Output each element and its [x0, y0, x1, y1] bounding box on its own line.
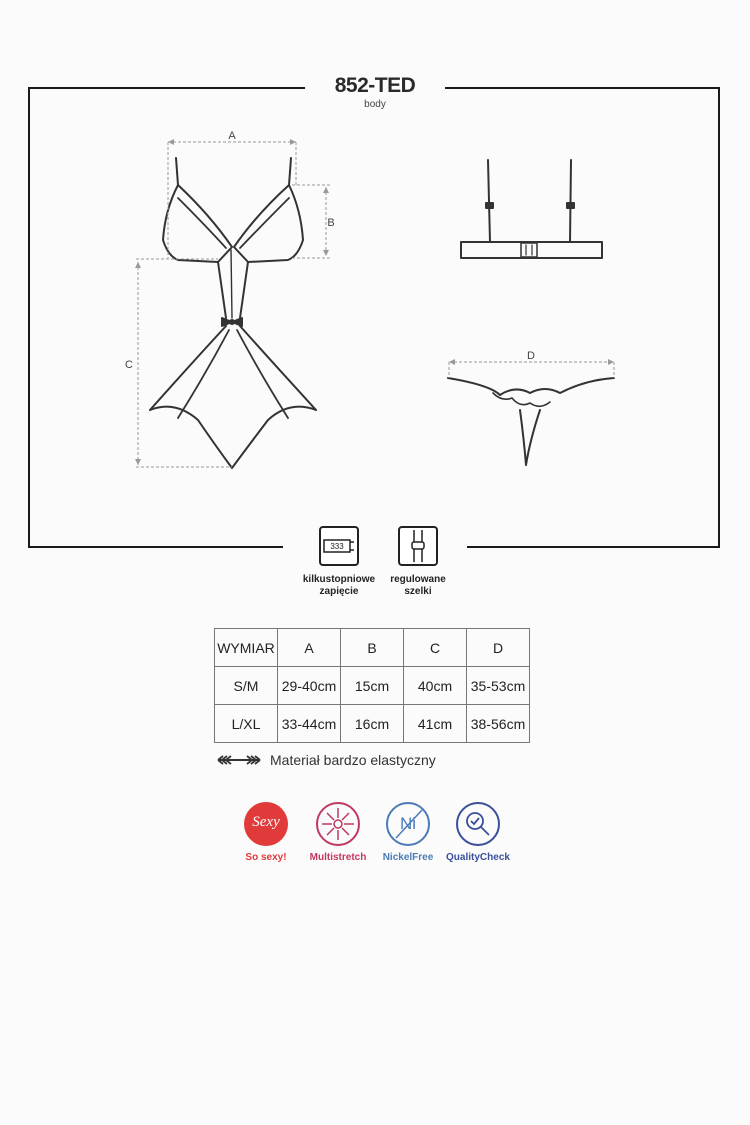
feature-hook-clasp	[294, 526, 384, 598]
elastic-note-text: Materiał bardzo elastyczny	[270, 752, 436, 768]
badge-so-sexy	[226, 802, 306, 863]
badge-multistretch	[298, 802, 378, 863]
title-block	[305, 70, 445, 110]
product-type: body	[364, 99, 386, 110]
dim-label-b: B	[327, 217, 335, 229]
elastic-note	[216, 752, 436, 768]
feature-label-line2: zapięcie	[319, 586, 359, 597]
table-cell: 40cm	[404, 667, 467, 705]
adjustable-strap-icon	[398, 526, 438, 566]
feature-label-line1: kilkustopniowe	[302, 574, 376, 585]
badge-label: So sexy!	[245, 852, 287, 863]
feature-adjustable-straps	[373, 526, 463, 598]
table-row	[215, 705, 530, 743]
product-code: 852-TED	[334, 74, 416, 97]
dim-label-c: C	[125, 359, 133, 371]
table-cell: 33-44cm	[278, 705, 341, 743]
badge-label: NickelFree	[382, 852, 434, 863]
table-header: A	[278, 629, 341, 667]
table-cell: 38-56cm	[467, 705, 530, 743]
table-header-row	[215, 629, 530, 667]
table-row	[215, 667, 530, 705]
badge-label: QualityCheck	[446, 852, 510, 863]
table-header: C	[404, 629, 467, 667]
dim-label-a: A	[228, 130, 236, 142]
multistretch-icon	[316, 802, 360, 846]
table-cell: 15cm	[341, 667, 404, 705]
table-cell: 35-53cm	[467, 667, 530, 705]
badge-quality-check	[438, 802, 518, 863]
feature-label-line2: szelki	[404, 586, 432, 597]
table-header: D	[467, 629, 530, 667]
table-header: WYMIAR	[215, 629, 278, 667]
hook-clasp-icon	[319, 526, 359, 566]
badge-nickel-free	[368, 802, 448, 863]
table-cell: 41cm	[404, 705, 467, 743]
table-header: B	[341, 629, 404, 667]
feature-label-line1: regulowane	[390, 574, 446, 585]
dim-label-d: D	[527, 350, 535, 362]
quality-check-icon	[456, 802, 500, 846]
table-cell: S/M	[215, 667, 278, 705]
nickel-free-icon: Ni	[386, 802, 430, 846]
badge-label: Multistretch	[309, 852, 367, 863]
sexy-icon: Sexy	[244, 802, 288, 846]
table-cell: 16cm	[341, 705, 404, 743]
size-table	[214, 628, 530, 743]
table-cell: 29-40cm	[278, 667, 341, 705]
svg-text:333: 333	[330, 542, 344, 551]
stretch-arrows-icon	[216, 754, 262, 766]
table-cell: L/XL	[215, 705, 278, 743]
